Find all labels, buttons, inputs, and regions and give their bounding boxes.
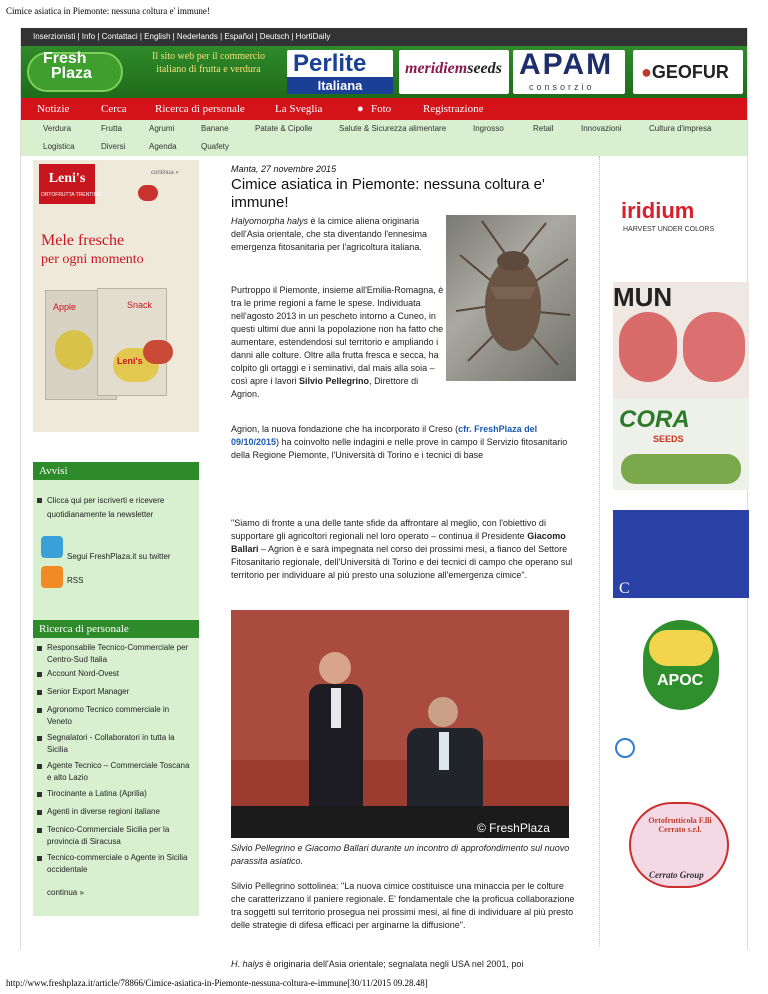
- article-paragraph-5: Silvio Pellegrino sottolinea: "La nuova cimice costituisce una minaccia per le colture che caratterizzano il paniere regionale. E' fondamentale che la proficua collaborazione tra soggetti sul territorio prosegua nei prossimi mesi, al fine di individuare al più presto delle strategie di difesa efficaci per arginarne la diffusione".: [231, 881, 575, 930]
- subnav-item-quafety[interactable]: Quafety: [201, 142, 230, 151]
- cora-logo: CORA: [619, 406, 690, 433]
- iridium-tagline: HARVEST UNDER COLORS: [623, 226, 715, 233]
- job-item[interactable]: Tecnico-commerciale o Agente in Sicilia occidentale: [47, 853, 188, 874]
- print-footer-url: http://www.freshplaza.it/article/78866/Cimice-asiatica-in-Piemonte-nessuna-coltura-e-immune[30/11/2015 09.28.48]: [6, 978, 428, 988]
- ad-perlite-title: Perlite: [293, 50, 367, 77]
- subnav-item-innovazioni[interactable]: Innovazioni: [581, 124, 622, 133]
- nav-item-la-sveglia[interactable]: La Sveglia: [275, 103, 323, 115]
- freshplaza-reference-link[interactable]: cfr. FreshPlaza del 09/10/2015: [231, 424, 538, 447]
- bullet-icon: [37, 792, 42, 797]
- bullet-icon: [37, 810, 42, 815]
- cerrato-name: Ortofrutticola F.lli Cerrato s.r.l.: [648, 816, 712, 834]
- photo-watermark: © FreshPlaza: [477, 821, 550, 835]
- subnav-item-agenda[interactable]: Agenda: [149, 142, 177, 151]
- avvisi-header: Avvisi: [33, 462, 199, 480]
- subnav-item-retail[interactable]: Retail: [533, 124, 554, 133]
- lenis-logo-sub: ORTOFRUTTA TRENTINO: [41, 192, 102, 198]
- subnav-item-diversi[interactable]: Diversi: [101, 142, 126, 151]
- bullet-icon: [37, 764, 42, 769]
- p2-text: Purtroppo il Piemonte, insieme all'Emilia-Romagna, è tra le prime regioni a farne le spese. Individuata nell'agosto 2013 in un pescheto intorno a Cuneo, in questi ultimi due anni la popolazione non ha fatto che aumentare, estendendosi sul territorio e ampliando i danni alle colture. Oltre alla frutta fresca e secca, ha colpito gli ortaggi e i seminativi, dal mais alla soia – così apre i lavori: [231, 285, 444, 386]
- article-paragraph-4: [231, 517, 577, 582]
- subnav-item-verdura[interactable]: Verdura: [43, 124, 72, 133]
- ad-lenis[interactable]: [33, 160, 199, 432]
- job-item[interactable]: Account Nord-Ovest: [47, 669, 120, 678]
- lenis-pack-snack-label: Snack: [127, 300, 153, 310]
- tomato-image: [619, 312, 677, 382]
- subnav-item-ingrosso[interactable]: Ingrosso: [473, 124, 504, 133]
- twitter-icon[interactable]: [41, 536, 63, 558]
- job-item[interactable]: Responsabile Tecnico-Commerciale per Centro-Sud Italia: [47, 643, 189, 664]
- job-item[interactable]: Segnalatori - Collaboratori in tutta la Sicilia: [47, 733, 175, 754]
- article-paragraph-3: [231, 423, 577, 462]
- ad-perlite-subtitle: Italiana: [287, 77, 393, 94]
- nav-item-cerca[interactable]: Cerca: [101, 103, 127, 115]
- iridium-logo: iridium: [621, 198, 695, 223]
- subnav-item-salute-sicurezza[interactable]: Salute & Sicurezza alimentare: [339, 124, 447, 133]
- column-divider: [599, 156, 600, 946]
- job-item[interactable]: Agente Tecnico – Commerciale Toscana e alto Lazio: [47, 761, 190, 782]
- twitter-follow-text[interactable]: Segui FreshPlaza.it su twitter: [67, 552, 171, 561]
- subnav-item-frutta[interactable]: Frutta: [101, 124, 122, 133]
- p2-name: Silvio Pellegrino: [299, 376, 370, 386]
- article-paragraph-6: [231, 958, 577, 971]
- species-abbrev: H. halys: [231, 959, 264, 969]
- nav-item-foto[interactable]: Foto: [371, 103, 392, 115]
- job-item[interactable]: Agenti in diverse regioni italiane: [47, 807, 160, 816]
- cerrato-group: Cerrato Group: [649, 870, 704, 880]
- lenis-continue-link[interactable]: continua »: [151, 170, 179, 176]
- article-dateline: Manta, 27 novembre 2015: [231, 164, 337, 174]
- bullet-icon: [37, 672, 42, 677]
- rss-icon[interactable]: [41, 566, 63, 588]
- nav-item-ricerca-personale[interactable]: Ricerca di personale: [155, 103, 245, 115]
- nav-item-notizie[interactable]: Notizie: [37, 103, 70, 115]
- job-item[interactable]: Senior Export Manager: [47, 687, 130, 696]
- p2-end: , Direttore di Agrion.: [231, 376, 419, 399]
- tomato-ad-text: MUN: [613, 282, 673, 312]
- subnav-item-banane[interactable]: Banane: [201, 124, 229, 133]
- header-banner: [21, 46, 747, 98]
- sub-navigation: [21, 120, 747, 156]
- loading-icon: [615, 738, 635, 758]
- subnav-item-logistica[interactable]: Logistica: [43, 142, 75, 151]
- geofur-leaf-icon: ●: [641, 62, 652, 82]
- ad-apoc[interactable]: [613, 620, 749, 712]
- p1-text: è la cimice aliena originaria dell'Asia orientale, che sta diventando l'ennesima emergenza fitosanitaria per l'agricoltura italiana.: [231, 216, 428, 252]
- bullet-icon: [37, 736, 42, 741]
- p4-name: Giacomo Ballari: [231, 531, 566, 554]
- ad-meridiem-b: seeds: [467, 60, 502, 77]
- job-item[interactable]: Tecnico-Commerciale Sicilia per la provincia di Siracusa: [47, 825, 170, 846]
- main-navigation: [21, 98, 747, 120]
- ad-loading-placeholder: [613, 738, 749, 768]
- camera-icon: ●: [357, 103, 364, 115]
- ad-perlite-italiana[interactable]: [287, 50, 393, 94]
- bullet-icon: [37, 690, 42, 695]
- top-links[interactable]: Inserzionisti | Info | Contattaci | English | Nederlands | Español | Deutsch | HortiDaily: [33, 32, 331, 41]
- bullet-icon: [37, 828, 42, 833]
- apple-slice-image: [55, 330, 93, 370]
- logo-text-plaza: Plaza: [51, 65, 92, 82]
- ad-meridiem-a: meridiem: [405, 60, 468, 77]
- web-page: [20, 28, 748, 969]
- site-tagline: Il sito web per il commercio italiano di frutta e verdura: [151, 51, 266, 75]
- ad-meridiem-title: [405, 60, 502, 78]
- meeting-photo: [231, 610, 569, 838]
- stink-bug-photo: [446, 215, 576, 381]
- rss-link[interactable]: RSS: [67, 576, 84, 585]
- p4-text-b: – Agrion è e sarà impegnata nel corso dei prossimi mesi, a fianco del Settore Fitosanitario regionale, dell'Università di Torino e dei tecnici di campo che operano sul territorio per individuare al più presto una soluzione all'emergenza cimice".: [231, 544, 573, 580]
- p3-text-b: ) ha coinvolto nelle indagini e nelle prove in campo il Servizio fitosanitario della Regione Piemonte, l'Università di Torino e i tecnici di base: [231, 437, 568, 460]
- nav-item-registrazione[interactable]: Registrazione: [423, 103, 484, 115]
- subnav-item-agrumi[interactable]: Agrumi: [149, 124, 175, 133]
- article-paragraph-2: [231, 284, 445, 401]
- apoc-logo-text: APOC: [657, 672, 704, 689]
- ad-cora-seeds[interactable]: [613, 398, 749, 490]
- ad-apam-title: APAM: [519, 48, 614, 81]
- lenis-logo: Leni's: [39, 164, 95, 204]
- stink-bug-image: [446, 215, 576, 381]
- meeting-photo-image: [231, 610, 569, 838]
- bullet-icon: [37, 498, 42, 503]
- apoc-fruit-icon: [649, 630, 713, 666]
- lenis-headline-2: per ogni momento: [41, 252, 144, 267]
- jobs-more-link[interactable]: continua »: [47, 888, 84, 897]
- apple-icon: [138, 185, 158, 201]
- jobs-header: Ricerca di personale: [33, 620, 199, 638]
- ad-blue-banner[interactable]: [613, 510, 749, 598]
- left-sidebar: [33, 160, 199, 916]
- job-item[interactable]: Tirocinante a Latina (Aprilia): [47, 789, 147, 798]
- ad-iridium[interactable]: [613, 198, 749, 248]
- subnav-item-patate-cipolle[interactable]: Patate & Cipolle: [255, 124, 313, 133]
- photo-caption: Silvio Pellegrino e Giacomo Ballari durante un incontro di approfondimento sul nuovo parassita asiatico.: [231, 843, 570, 866]
- tomato-image: [683, 312, 745, 382]
- species-name: Halyomorpha halys: [231, 216, 309, 226]
- ad-meridiem-seeds[interactable]: [399, 50, 509, 94]
- jobs-box: [33, 638, 199, 916]
- ad-apam-subtitle: consorzio: [529, 82, 595, 92]
- lenis-pack-apple-label: Apple: [53, 302, 77, 312]
- lenis-headline: Mele fresche: [41, 232, 125, 249]
- print-header-title: Cimice asiatica in Piemonte: nessuna coltura e' immune!: [6, 6, 210, 16]
- article-paragraph-1: [231, 215, 441, 254]
- vegetables-image: [621, 454, 741, 484]
- newsletter-link[interactable]: Clicca qui per iscriverti e ricevere quotidianamente la newsletter: [47, 496, 165, 519]
- bullet-icon: [37, 646, 42, 651]
- p6-text: è originaria dell'Asia orientale; segnalata negli USA nel 2001, poi: [263, 959, 524, 969]
- ad-apam[interactable]: [513, 50, 625, 94]
- avvisi-box: [33, 480, 199, 620]
- p4-text-a: "Siamo di fronte a una delle tante sfide da affrontare al meglio, con l'obiettivo di supportare gli agricoltori regionali nel loro operato – continua il Presidente: [231, 518, 546, 541]
- p3-text-a: Agrion, la nuova fondazione che ha incorporato il Creso (: [231, 424, 459, 434]
- ad-geofur[interactable]: [633, 50, 743, 94]
- article-title: Cimice asiatica in Piemonte: nessuna coltura e' immune!: [231, 176, 545, 211]
- job-item[interactable]: Agronomo Tecnico commerciale in Veneto: [47, 705, 170, 726]
- lenis-small-logo: Leni's: [117, 356, 143, 366]
- bullet-icon: [37, 708, 42, 713]
- ad-tomato[interactable]: [613, 282, 749, 400]
- blue-banner-text: C: [619, 580, 630, 597]
- article: [231, 164, 589, 969]
- red-apple-image: [143, 340, 173, 364]
- ad-cerrato[interactable]: [613, 796, 749, 896]
- ad-geofur-title: [641, 62, 729, 83]
- ad-geofur-text: GEOFUR: [651, 62, 729, 82]
- bullet-icon: [37, 856, 42, 861]
- top-links-bar: [21, 28, 747, 46]
- logo-text-fresh: Fresh: [43, 50, 87, 67]
- cora-seeds-label: SEEDS: [653, 434, 684, 444]
- subnav-item-cultura-impresa[interactable]: Cultura d'impresa: [649, 124, 712, 133]
